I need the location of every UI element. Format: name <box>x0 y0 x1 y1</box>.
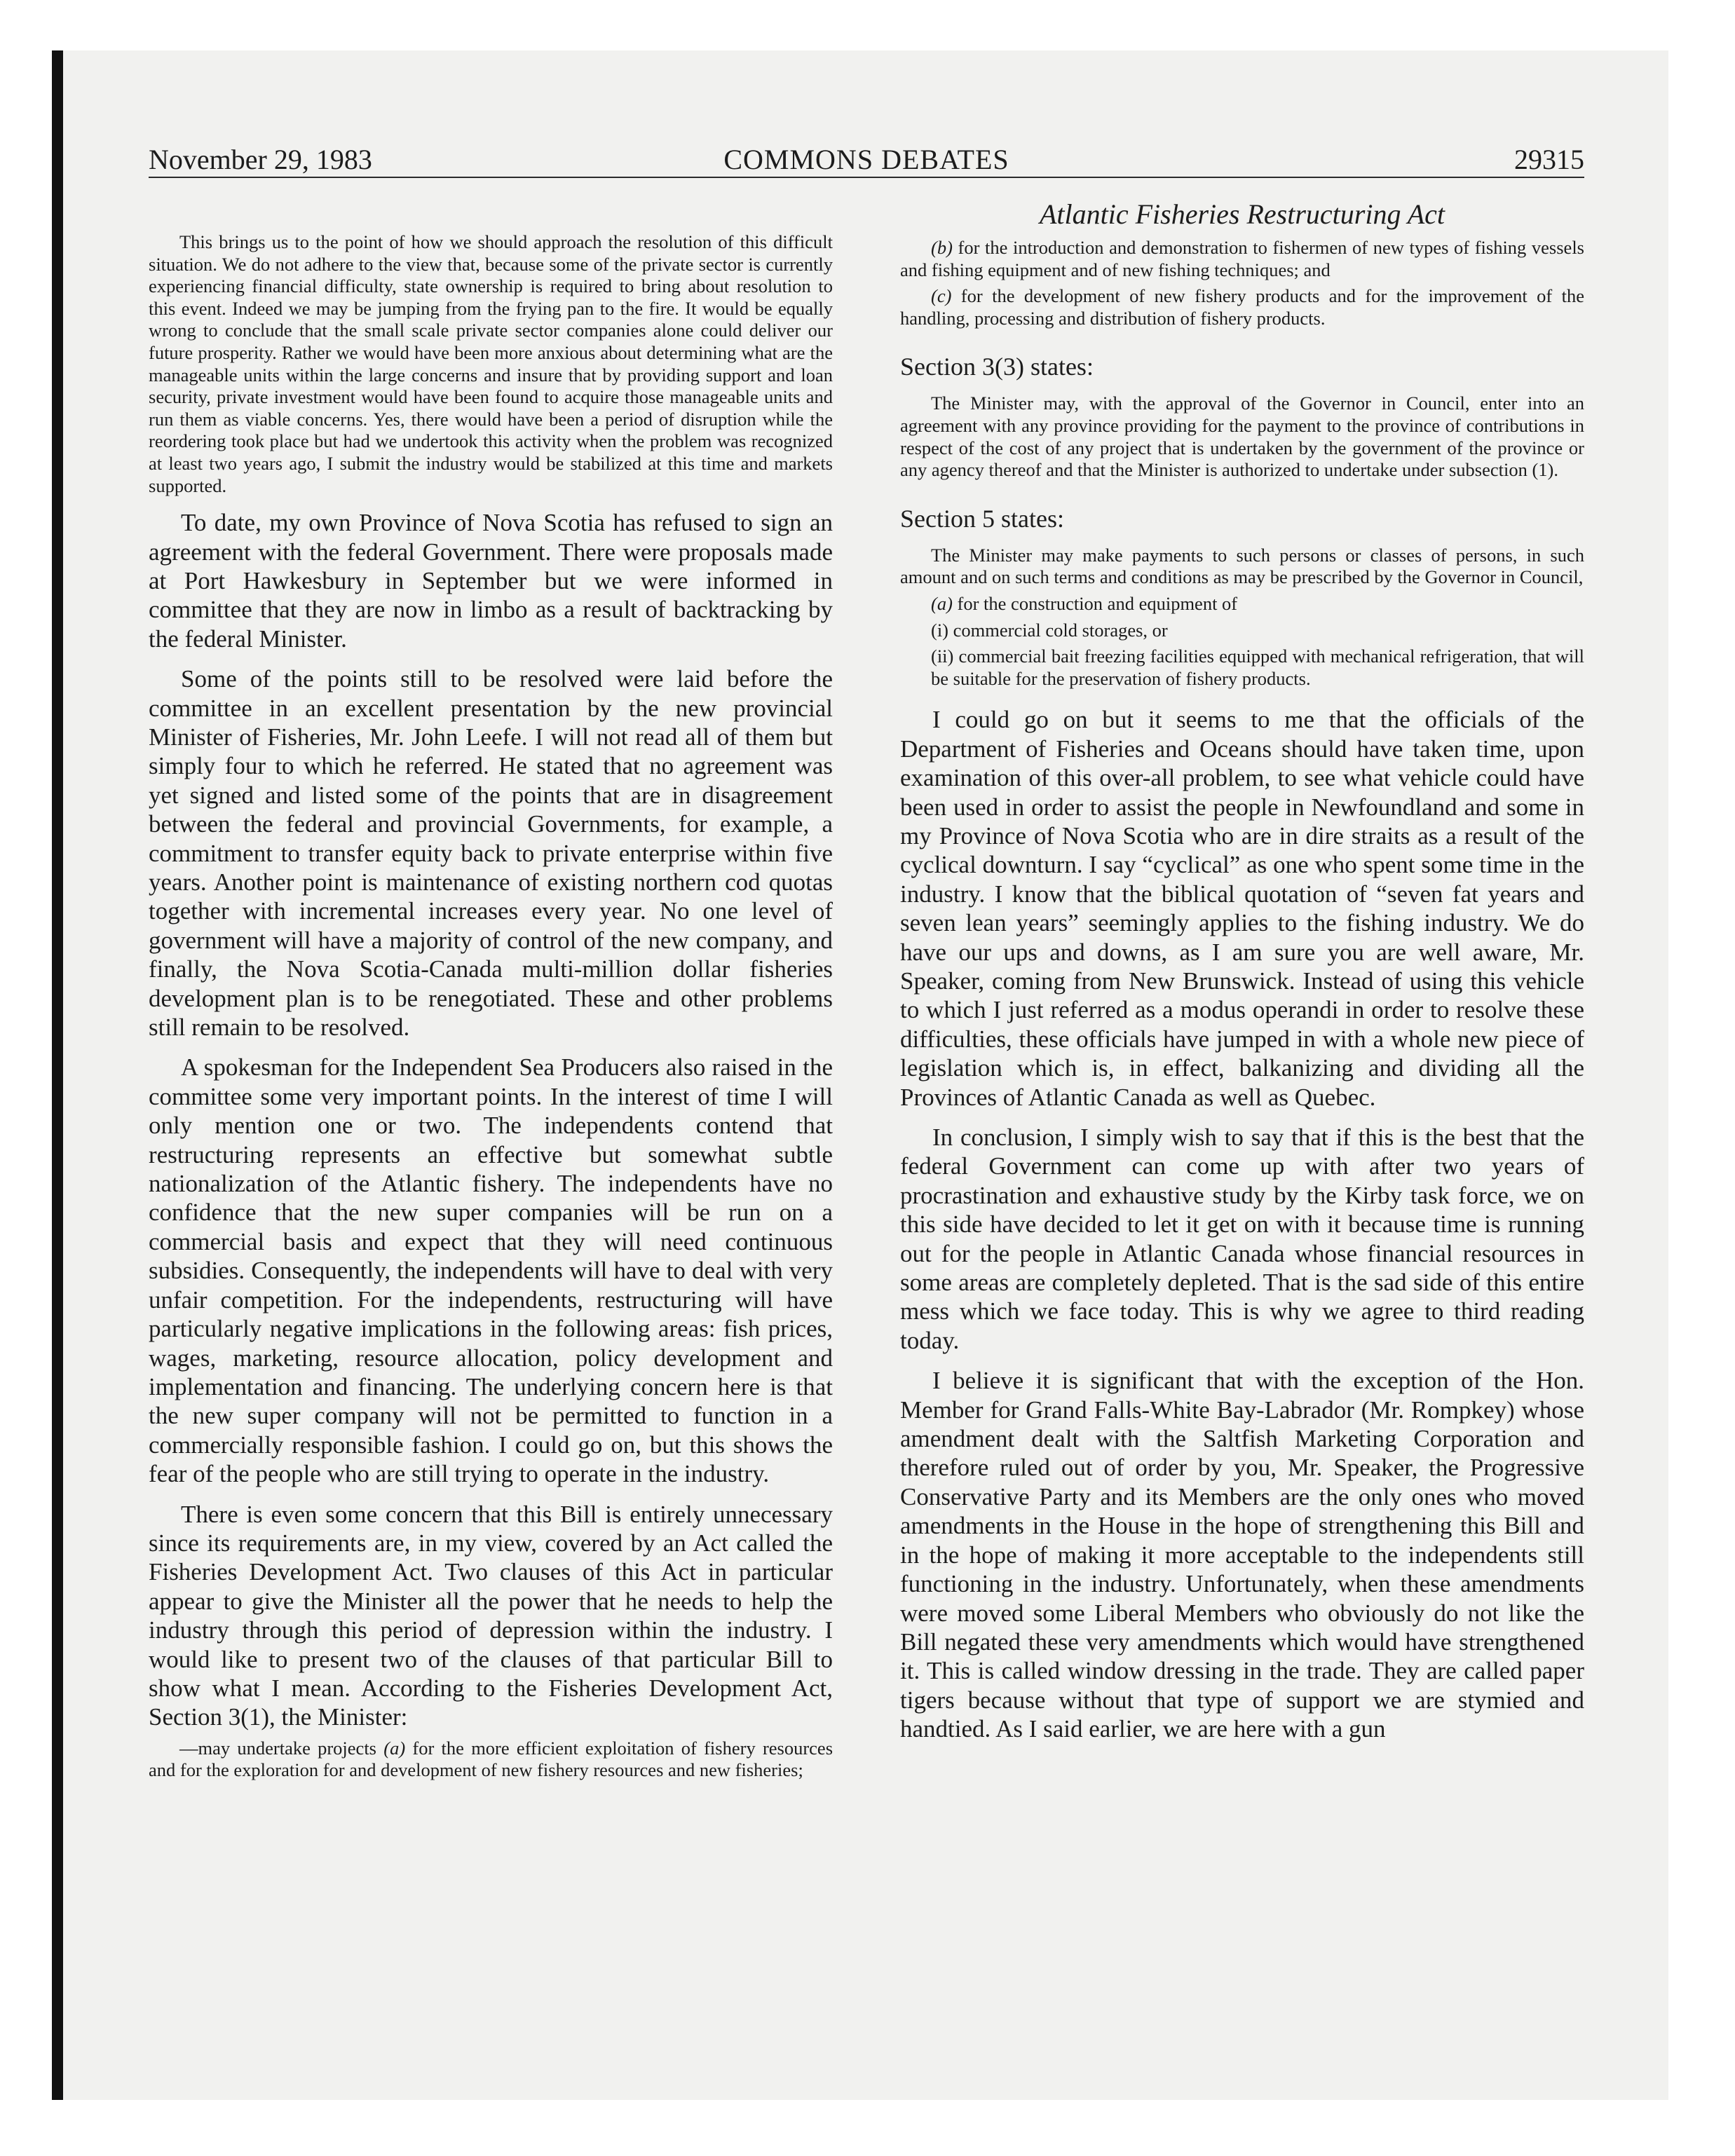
section-5-quote <box>900 545 1584 690</box>
clause-text: for the introduction and demonstration to fishermen of new types of fishing vessels and fishing equipment and of new fishing techniques; and <box>900 237 1584 280</box>
section-3-3-text: The Minister may, with the approval of the Governor in Council, enter into an agreement with any province providing for the payment to the province of contributions in respect of the cost of any project that is undertaken by the government of the province or any agency thereof and that the Minister is authorized to undertake under subsection (1). <box>900 393 1584 481</box>
section-5-clause-a <box>900 593 1584 615</box>
header-page-number: 29315 <box>1514 144 1584 175</box>
quoted-passage-text: This brings us to the point of how we should approach the resolution of this difficult situation. We do not adhere to the view that, because some of the private sector is currently experiencing financial difficulty, state ownership is required to bring about resolution to this event. Indeed we may be jumping from the frying pan to the fire. It would be equally wrong to conclude that the small scale private sector companies alone could deliver our future prosperity. Rather we would have been more anxious about determining what are the manageable units within the large concerns and insure that by providing support and loan security, private investment would have been found to acquire those manageable units and run them as viable concerns. Yes, there would have been a period of disruption while the reordering took place but had we undertook this activity when the problem was recognized at least two years ago, I submit the industry would be stabilized at this time and markets supported. <box>149 231 833 496</box>
quoted-passage <box>149 231 833 497</box>
left-column <box>149 231 833 1782</box>
clause-marker: (b) <box>931 237 953 258</box>
paragraph: I believe it is significant that with the exception of the Hon. Member for Grand Falls-White Bay-Labrador (Mr. Rompkey) whose amendment dealt with the Saltfish Marketing Corporation and therefore ruled out of order by you, Mr. Speaker, the Progressive Conservative Party and its Members are the only ones who moved amendments in the House in the hope of strengthening this Bill and in the hope of making it more acceptable to the independents still functioning in the industry. Unfortunately, when these amendments were moved some Liberal Members who obviously do not like the Bill negated these very amendments which would have strengthened it. This is called window dressing in the trade. They are called paper tigers because without that type of support we are stymied and handtied. As I said earlier, we are here with a gun <box>900 1367 1584 1743</box>
act-quote-continued <box>900 237 1584 329</box>
paragraph: A spokesman for the Independent Sea Producers also raised in the committee some very important points. In the interest of time I will only mention one or two. The independents contend that restructuring represents an effective but somewhat subtle nationalization of the Atlantic fishery. The independents have no confidence that the new super companies will be run on a commercial basis and expect that they will need continuous subsidies. Consequently, the independents will have to deal with very unfair competition. For the independents, restructuring will have particularly negative implications in the following areas: fish prices, wages, marketing, resource allocation, policy development and implementation and financing. The underlying concern here is that the new super company will not be permitted to function in a commercially responsible fashion. I could go on, but this shows the fear of the people who are still trying to operate in the industry. <box>149 1053 833 1488</box>
clause-marker: (a) <box>383 1737 406 1759</box>
act-quote-lead: —may undertake projects <box>179 1737 384 1759</box>
paragraph: Some of the points still to be resolved were laid before the committee in an excellent presentation by the new provincial Minister of Fisheries, Mr. John Leefe. I will not read all of them but simply four to which he referred. He stated that no agreement was yet signed and listed some of the points that are in disagreement between the federal and provincial Governments, for example, a commitment to transfer equity back to private enterprise within five years. Another point is maintenance of existing northern cod quotas together with incremental increases every year. No one level of government will have a majority of control of the new company, and finally, the Nova Scotia-Canada multi-million dollar fisheries development plan is to be renegotiated. These and other problems still remain to be resolved. <box>149 665 833 1042</box>
clause-marker: (a) <box>931 592 953 614</box>
left-body <box>149 508 833 1732</box>
clause-c <box>900 285 1584 329</box>
paragraph: In conclusion, I simply wish to say that if this is the best that the federal Government can come up with after two years of procrastination and exhaustive study by the Kirby task force, we on this side have decided to let it get on with it because time is running out for the people in Atlantic Canada whose financial resources in some areas are completely depleted. That is the sad side of this entire mess which we face today. This is why we agree to third reading today. <box>900 1124 1584 1354</box>
act-quote-rest: for the more efficient exploitation of fishery resources and for the exploration for and development of new fishery resources and new fisheries; <box>149 1737 834 1781</box>
act-quote-text <box>149 1738 833 1782</box>
header-date: November 29, 1983 <box>149 144 372 175</box>
paragraph: There is even some concern that this Bill is entirely unnecessary since its requirements are, in my view, covered by an Act called the Fisheries Development Act. Two clauses of this Act in particular appear to give the Minister all the power that he needs to help the industry through this period of depression within the industry. I would like to present two of the clauses of that particular Bill to show what I mean. According to the Fisheries Development Act, Section 3(1), the Minister: <box>149 1500 833 1731</box>
clause-b <box>900 237 1584 281</box>
scan-edge-shadow <box>52 50 63 2100</box>
clause-text: for the construction and equipment of <box>952 592 1238 614</box>
clause-text: for the development of new fishery products and for the improvement of the handling, processing and distribution of fishery products. <box>900 285 1584 329</box>
header-publication: COMMONS DEBATES <box>723 144 1009 175</box>
section-5-item-i: (i) commercial cold storages, or <box>931 619 1168 641</box>
paragraph: I could go on but it seems to me that the officials of the Department of Fisheries and Oceans should have taken time, upon examination of this over-all problem, to see what vehicle could have been used in order to assist the people in Newfoundland and some in my Province of Nova Scotia who are in dire straits as a result of the cyclical downturn. I say “cyclical” as one who spent some time in the industry. I know that the biblical quotation of “seven fat years and seven lean years” seemingly applies to the fishing industry. We do have our ups and downs, as I am sure you are well aware, Mr. Speaker, coming from New Brunswick. Instead of using this vehicle to which I just referred as a modus operandi in order to resolve these difficulties, these officials have jumped in with a whole new piece of legislation which is, in effect, balkanizing and dividing all the Provinces of Atlantic Canada as well as Quebec. <box>900 706 1584 1111</box>
act-quote-section-3-1 <box>149 1738 833 1782</box>
section-5-text: The Minister may make payments to such persons or classes of persons, in such amount and on such terms and conditions as may be prescribed by the Governor in Council, <box>900 544 1584 588</box>
running-head: Atlantic Fisheries Restructuring Act <box>1039 198 1445 230</box>
section-label: Section 5 states: <box>900 504 1064 533</box>
paragraph: To date, my own Province of Nova Scotia has refused to sign an agreement with the federal Government. There were proposals made at Port Hawkesbury in September but we were informed in committee that they are now in limbo as a result of backtracking by the federal Minister. <box>149 509 833 653</box>
header-rule <box>149 177 1584 178</box>
right-column <box>900 196 1584 1744</box>
section-5-item-ii: (ii) commercial bait freezing facilities equipped with mechanical refrigeration, that will be suitable for the preservation of fishery products. <box>931 646 1584 689</box>
right-body <box>900 705 1584 1743</box>
section-label: Section 3(3) states: <box>900 353 1094 381</box>
section-3-3-quote <box>900 393 1584 481</box>
page-header <box>149 140 1584 179</box>
clause-marker: (c) <box>931 285 952 307</box>
